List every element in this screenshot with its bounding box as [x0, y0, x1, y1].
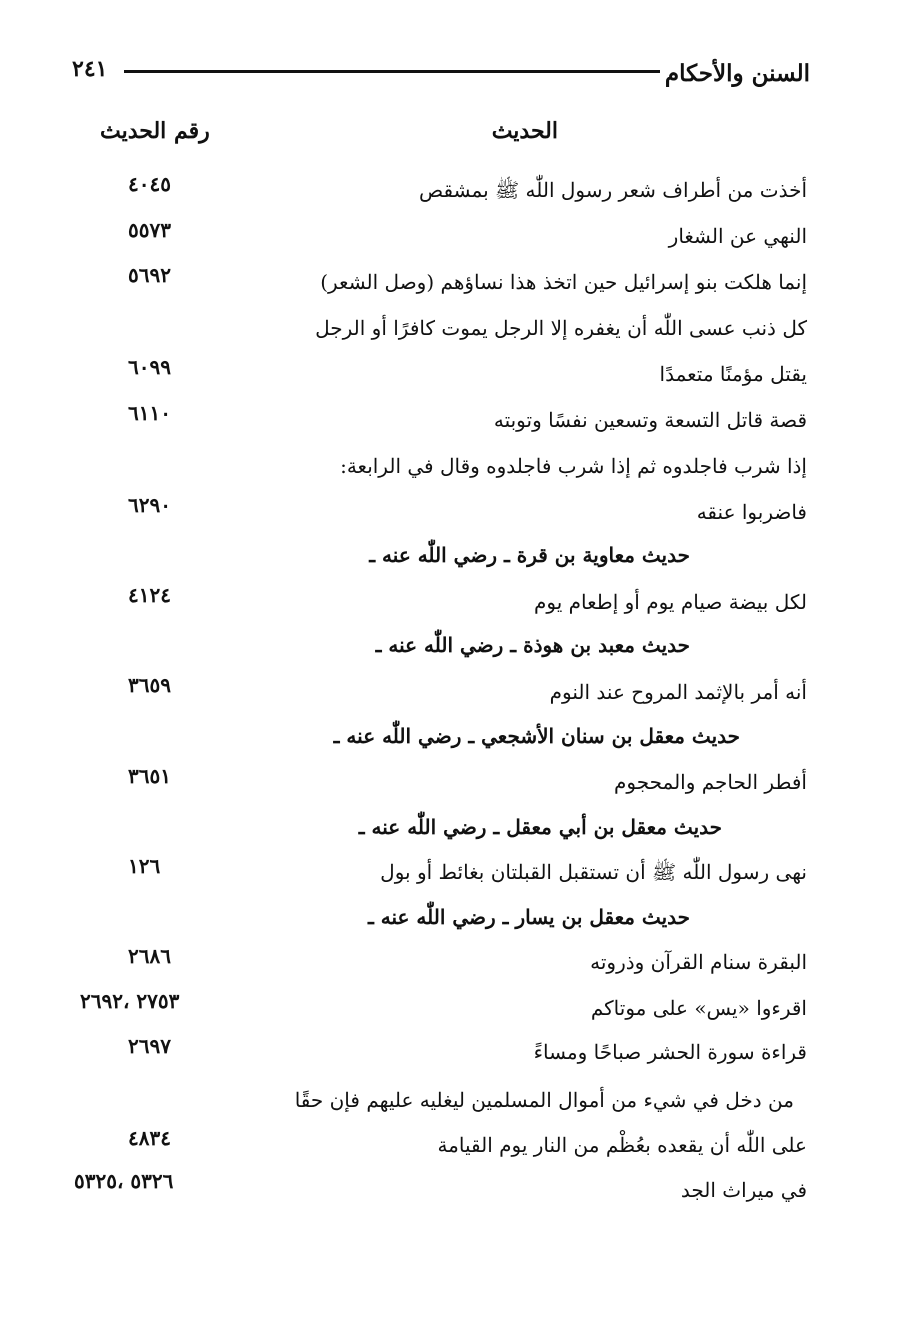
- hadith-line: قصة قاتل التسعة وتسعين نفسًا وتوبته: [493, 408, 807, 432]
- header-title: السنن والأحكام: [664, 60, 810, 87]
- hadith-number: ٥٣٢٦ ،٥٣٢٥: [74, 1169, 174, 1193]
- hadith-number: ٦١١٠: [128, 401, 171, 425]
- hadith-number: ١٢٦: [128, 854, 161, 878]
- hadith-number: ٥٥٧٣: [128, 218, 171, 242]
- hadith-line: فاضربوا عنقه: [696, 500, 807, 524]
- hadith-number: ٥٦٩٢: [128, 263, 171, 287]
- hadith-line: إذا شرب فاجلدوه ثم إذا شرب فاجلدوه وقال في الرابعة:: [340, 454, 807, 478]
- header-rule: [124, 70, 660, 73]
- hadith-line: أنه أمر بالإثمد المروح عند النوم: [549, 680, 807, 704]
- hadith-number: ٤١٢٤: [128, 583, 171, 607]
- section-heading: حديث معقل بن يسار ـ رضي اللّٰه عنه ـ: [367, 905, 690, 929]
- hadith-line: البقرة سنام القرآن وذروته: [590, 950, 807, 974]
- page-number: ٢٤١: [72, 56, 108, 82]
- section-heading: حديث معقل بن أبي معقل ـ رضي اللّٰه عنه ـ: [358, 815, 722, 839]
- hadith-line: على اللّٰه أن يقعده بعُظْم من النار يوم القيامة: [437, 1133, 807, 1157]
- hadith-line: النهي عن الشغار: [668, 224, 807, 248]
- hadith-line: نهى رسول اللّٰه ﷺ أن تستقبل القبلتان بغائط أو بول: [380, 860, 807, 884]
- hadith-number: ٣٦٥١: [128, 764, 171, 788]
- hadith-line: أفطر الحاجم والمحجوم: [613, 770, 807, 794]
- column-header-number: رقم الحديث: [100, 118, 210, 144]
- hadith-line: لكل بيضة صيام يوم أو إطعام يوم: [534, 590, 807, 614]
- section-heading: حديث معاوية بن قرة ـ رضي اللّٰه عنه ـ: [369, 543, 690, 567]
- hadith-number: ٢٦٨٦: [128, 944, 171, 968]
- hadith-line: أخذت من أطراف شعر رسول اللّٰه ﷺ بمشقص: [419, 178, 807, 202]
- hadith-number: ٢٧٥٣ ،٢٦٩٢: [80, 989, 180, 1013]
- hadith-number: ٣٦٥٩: [128, 673, 171, 697]
- hadith-line: في ميراث الجد: [680, 1178, 807, 1202]
- hadith-line: اقرءوا «يس» على موتاكم: [590, 996, 807, 1020]
- hadith-line: من دخل في شيء من أموال المسلمين ليغليه عليهم فإن حقًا: [294, 1088, 794, 1112]
- hadith-number: ٦٢٩٠: [128, 493, 171, 517]
- hadith-number: ٦٠٩٩: [128, 355, 171, 379]
- section-heading: حديث معقل بن سنان الأشجعي ـ رضي اللّٰه عنه ـ: [333, 724, 740, 748]
- section-heading: حديث معبد بن هوذة ـ رضي اللّٰه عنه ـ: [375, 633, 690, 657]
- hadith-number: ٤٨٣٤: [128, 1126, 171, 1150]
- column-header-hadith: الحديث: [491, 118, 558, 144]
- hadith-number: ٤٠٤٥: [128, 172, 171, 196]
- hadith-line: كل ذنب عسى اللّٰه أن يغفره إلا الرجل يموت كافرًا أو الرجل: [315, 316, 807, 340]
- hadith-line: قراءة سورة الحشر صباحًا ومساءً: [533, 1040, 807, 1064]
- hadith-line: يقتل مؤمنًا متعمدًا: [659, 362, 807, 386]
- hadith-line: إنما هلكت بنو إسرائيل حين اتخذ هذا نساؤهم (وصل الشعر): [320, 270, 807, 294]
- hadith-number: ٢٦٩٧: [128, 1034, 171, 1058]
